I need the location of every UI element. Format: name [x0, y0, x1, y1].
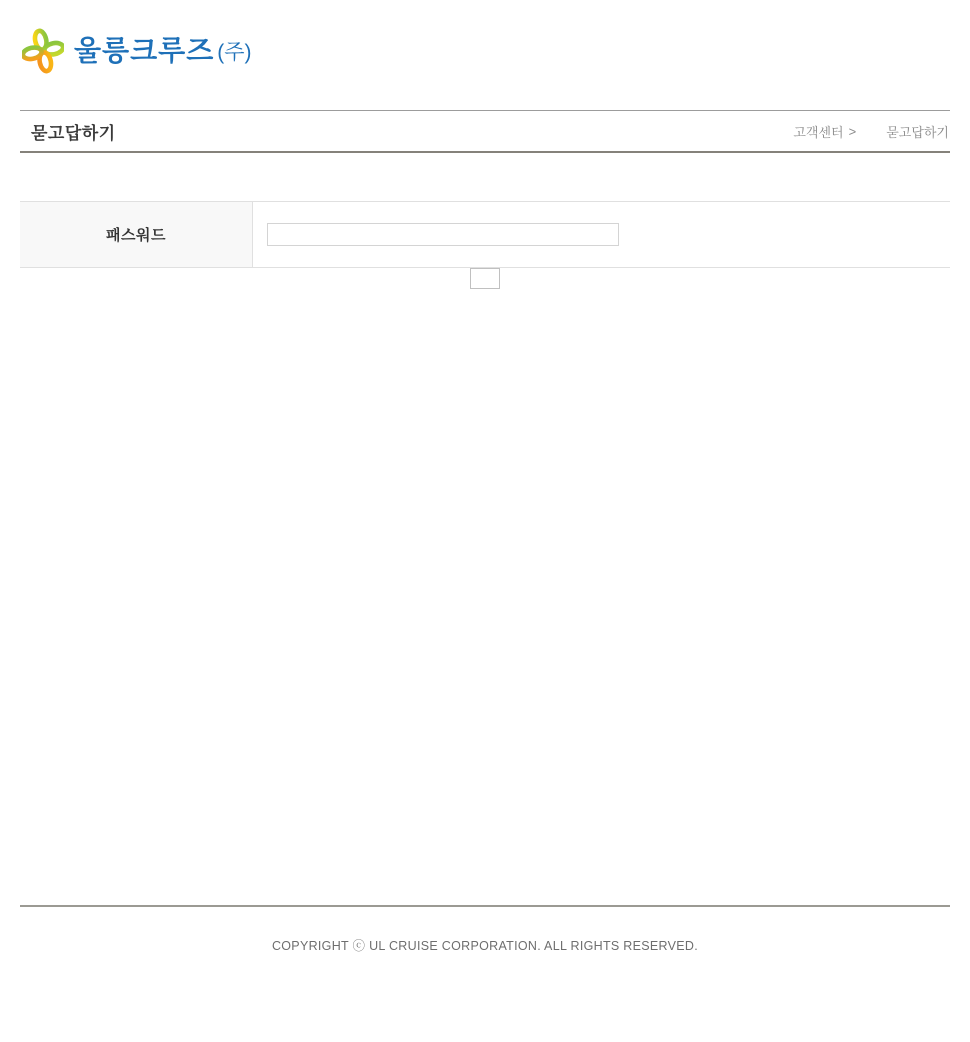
- confirm-button-wrap: [20, 268, 950, 289]
- page-container: [20, 0, 950, 954]
- content-spacer: [20, 289, 950, 905]
- password-table: [20, 201, 950, 268]
- logo-flower-icon: [22, 28, 64, 74]
- password-label: 패스워드: [20, 202, 253, 267]
- copyright-text: COPYRIGHT ⓒ UL CRUISE CORPORATION. ALL RIGHTS RESERVED.: [271, 939, 699, 953]
- breadcrumb-customer-center[interactable]: 고객센터: [793, 124, 844, 140]
- confirm-button[interactable]: [470, 268, 500, 289]
- title-bar: [20, 110, 950, 153]
- table-row: [20, 202, 950, 267]
- page-title: 묻고답하기: [31, 123, 116, 143]
- breadcrumb-separator: >: [848, 123, 857, 139]
- password-input-cell: [253, 202, 950, 267]
- breadcrumb-current[interactable]: 묻고답하기: [886, 124, 949, 140]
- logo[interactable]: [22, 28, 252, 74]
- site-header: [20, 0, 950, 110]
- logo-text: 울릉크루즈: [74, 35, 215, 66]
- breadcrumb: [793, 122, 950, 141]
- password-input[interactable]: [267, 223, 619, 246]
- site-footer: [20, 905, 950, 954]
- logo-suffix: (주): [217, 40, 252, 64]
